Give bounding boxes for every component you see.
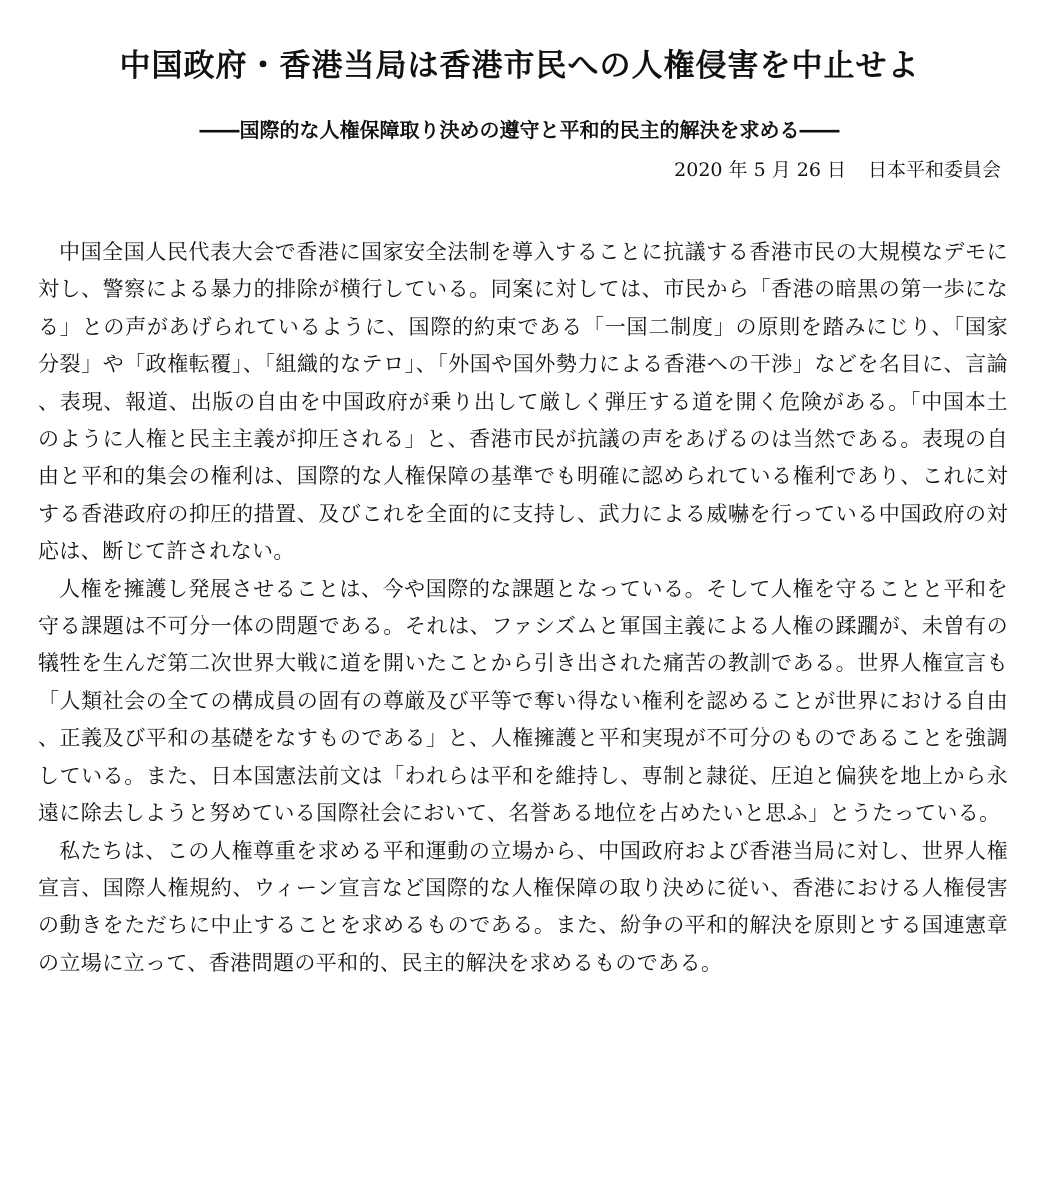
- paragraph-3: 私たちは、この人権尊重を求める平和運動の立場から、中国政府および香港当局に対し、世界人権宣言、国際人権規約、ウィーン宣言など国際的な人権保障の取り決めに従い、香港における人権侵害の動きをただちに中止することを求めるものである。また、紛争の平和的解決を原則とする国連憲章の立場に立って、香港問題の平和的、民主的解決を求めるものである。: [38, 838, 1008, 975]
- document-title: 中国政府・香港当局は香港市民への人権侵害を中止せよ: [119, 48, 920, 84]
- paragraph-1: 中国全国人民代表大会で香港に国家安全法制を導入することに抗議する香港市民の大規模なデモに対し、警察による暴力的排除が横行している。同案に対しては、市民から「香港の暗黒の第一歩になる」との声があげられているように、国際的約束である「一国二制度」の原則を踏みにじり、「国家分裂」や「政権転覆」、「組織的なテロ」、「外国や国外勢力による香港への干渉」などを名目に、言論、表現、報道、出版の自由を中国政府が乗り出して厳しく弾圧する道を開く危険がある。「中国本土のように人権と民主主義が抑圧される」と、香港市民が抗議の声をあげるのは当然である。表現の自由と平和的集会の権利は、国際的な人権保障の基準でも明確に認められている権利であり、これに対する香港政府の抑圧的措置、及びこれを全面的に支持し、武力による威嚇を行っている中国政府の対応は、断じて許されない。: [38, 240, 1008, 564]
- issuing-organization: 日本平和委員会: [867, 159, 1001, 181]
- paragraph-2: 人権を擁護し発展させることは、今や国際的な課題となっている。そして人権を守ることと平和を守る課題は不可分一体の問題である。それは、ファシズムと軍国主義による人権の蹂躙が、未曽有の犠牲を生んだ第二次世界大戦に道を開いたことから引き出された痛苦の教訓である。世界人権宣言も「人類社会の全ての構成員の固有の尊厳及び平等で奪い得ない権利を認めることが世界における自由、正義及び平和の基礎をなすものである」と、人権擁護と平和実現が不可分のものであることを強調している。また、日本国憲法前文は「われらは平和を維持し、専制と隷従、圧迫と偏狭を地上から永遠に除去しようと努めている国際社会において、名誉ある地位を占めたいと思ふ」とうたっている。: [38, 576, 1008, 826]
- statement-body: [38, 234, 1008, 982]
- statement-date: 2020 年 5 月 26 日: [674, 159, 846, 181]
- dateline: [674, 154, 1001, 186]
- document-subtitle: ――国際的な人権保障取り決めの遵守と平和的民主的解決を求める――: [199, 118, 840, 142]
